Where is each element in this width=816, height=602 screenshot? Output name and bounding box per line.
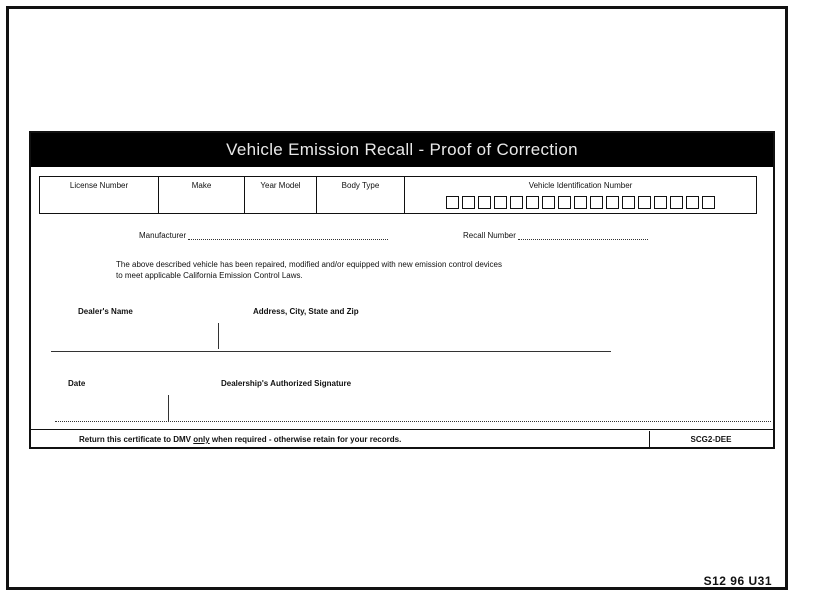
vin-box[interactable]	[478, 196, 491, 209]
dealer-address-line[interactable]	[51, 351, 611, 352]
vehicle-info-table	[39, 176, 757, 214]
vin-box[interactable]	[670, 196, 683, 209]
recall-number-field[interactable]	[463, 231, 648, 240]
dealer-name-label: Dealer's Name	[78, 307, 133, 316]
statement-line-1: The above described vehicle has been repaired, modified and/or equipped with new emission control devices	[116, 260, 503, 269]
make-header: Make	[159, 177, 245, 213]
vin-box[interactable]	[462, 196, 475, 209]
recall-number-dotline	[518, 231, 648, 240]
certificate-footer	[31, 429, 773, 450]
certificate-title: Vehicle Emission Recall - Proof of Correction	[31, 133, 773, 167]
vin-box[interactable]	[654, 196, 667, 209]
vin-box[interactable]	[558, 196, 571, 209]
certification-statement	[116, 259, 716, 281]
year-model-header: Year Model	[245, 177, 317, 213]
address-label: Address, City, State and Zip	[253, 307, 359, 316]
date-signature-line[interactable]	[55, 421, 771, 422]
manufacturer-dotline	[188, 231, 388, 240]
vin-box[interactable]	[510, 196, 523, 209]
vin-box[interactable]	[622, 196, 635, 209]
vin-header	[405, 177, 756, 213]
form-number: SCG2-DEE	[649, 431, 772, 448]
footer-text-start: Return this certificate to DMV	[79, 435, 194, 444]
manufacturer-field[interactable]	[139, 231, 388, 240]
license-number-header: License Number	[40, 177, 159, 213]
recall-certificate	[29, 131, 775, 449]
footer-text-end: when required - otherwise retain for your records.	[209, 435, 402, 444]
vin-boxes	[405, 196, 756, 209]
page-code: S12 96 U31	[703, 574, 772, 588]
statement-line-2: to meet applicable California Emission Control Laws.	[116, 271, 303, 280]
vin-box[interactable]	[446, 196, 459, 209]
vin-box[interactable]	[702, 196, 715, 209]
date-divider	[168, 395, 169, 421]
vin-box[interactable]	[542, 196, 555, 209]
vin-box[interactable]	[526, 196, 539, 209]
vin-box[interactable]	[494, 196, 507, 209]
vin-box[interactable]	[638, 196, 651, 209]
manufacturer-label: Manufacturer	[139, 231, 187, 240]
vin-box[interactable]	[606, 196, 619, 209]
footer-only: only	[193, 435, 210, 444]
recall-number-label: Recall Number	[463, 231, 516, 240]
signature-label: Dealership's Authorized Signature	[221, 379, 352, 388]
vin-box[interactable]	[574, 196, 587, 209]
vin-box[interactable]	[686, 196, 699, 209]
body-type-header: Body Type	[317, 177, 405, 213]
vin-box[interactable]	[590, 196, 603, 209]
dealer-divider	[218, 323, 219, 349]
footer-instruction	[79, 435, 401, 444]
date-label: Date	[68, 379, 86, 388]
vin-label: Vehicle Identification Number	[528, 181, 633, 190]
